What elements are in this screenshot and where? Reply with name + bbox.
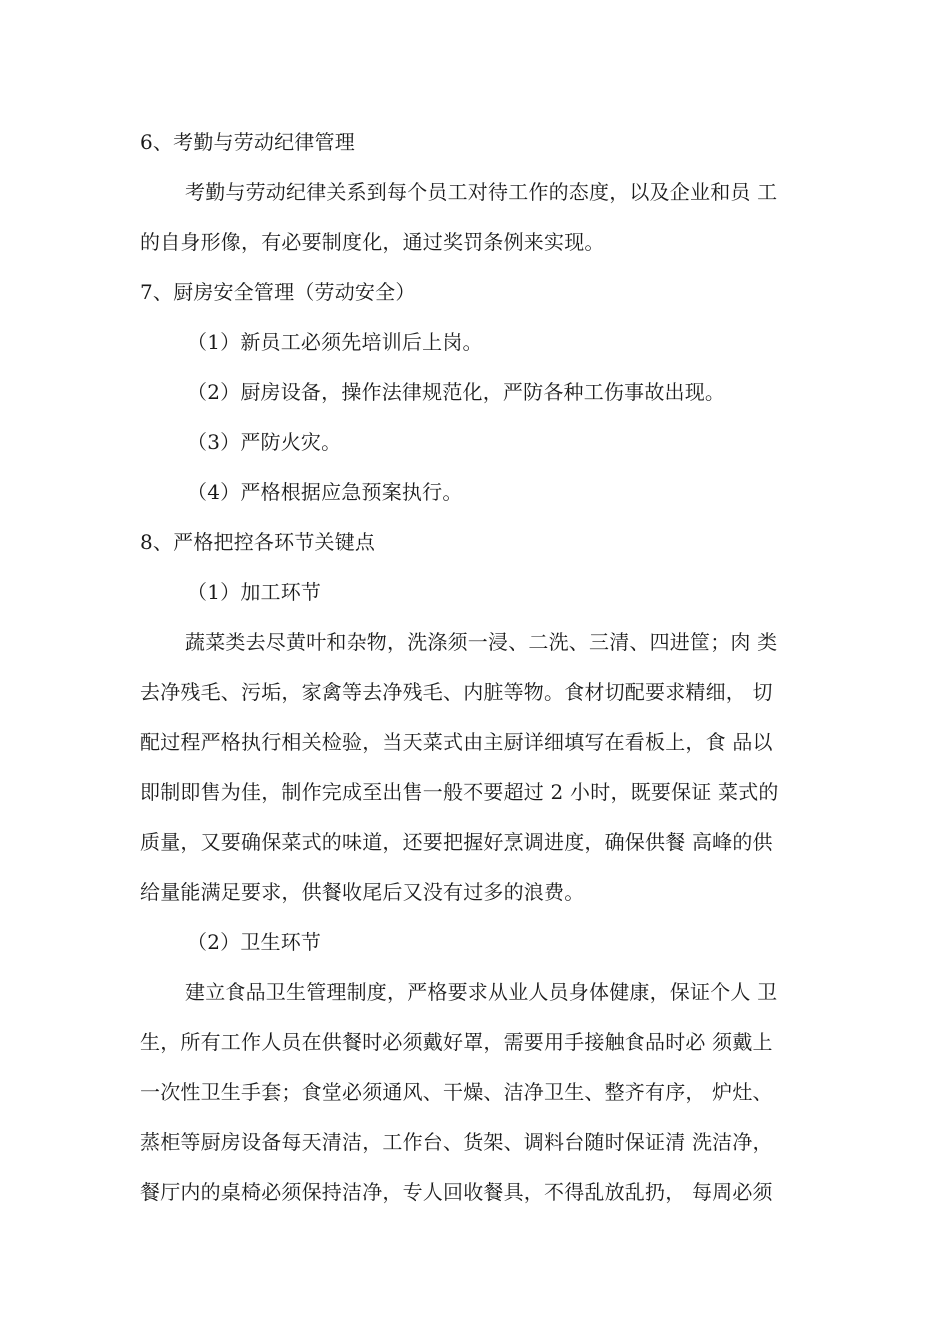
list-item: （4）严格根据应急预案执行。 xyxy=(187,480,463,504)
paragraph-line: 建立食品卫生管理制度，严格要求从业人员身体健康，保证个人 卫 xyxy=(185,980,778,1004)
section-heading-8: 8、严格把控各环节关键点 xyxy=(140,530,376,554)
list-item: （2）厨房设备，操作法律规范化，严防各种工伤事故出现。 xyxy=(187,380,726,404)
section-heading-6: 6、考勤与劳动纪律管理 xyxy=(140,130,355,154)
subheading: （2）卫生环节 xyxy=(187,930,322,954)
paragraph-line: 给量能满足要求，供餐收尾后又没有过多的浪费。 xyxy=(140,880,585,904)
paragraph-line: 的自身形像，有必要制度化，通过奖罚条例来实现。 xyxy=(140,230,605,254)
paragraph-line: 生，所有工作人员在供餐时必须戴好罩，需要用手接触食品时必 须戴上 xyxy=(140,1030,773,1054)
list-item: （3）严防火灾。 xyxy=(187,430,342,454)
paragraph-line: 配过程严格执行相关检验，当天菜式由主厨详细填写在看板上，食 品以 xyxy=(140,730,773,754)
section-heading-7: 7、厨房安全管理（劳动安全） xyxy=(140,280,416,304)
paragraph-line: 去净残毛、污垢，家禽等去净残毛、内脏等物。食材切配要求精细， 切 xyxy=(140,680,773,704)
paragraph-line: 蒸柜等厨房设备每天清洁，工作台、货架、调料台随时保证清 洗洁净， xyxy=(140,1130,773,1154)
paragraph-line: 蔬菜类去尽黄叶和杂物，洗涤须一浸、二洗、三清、四进筐；肉 类 xyxy=(185,630,778,654)
subheading: （1）加工环节 xyxy=(187,580,322,604)
list-item: （1）新员工必须先培训后上岗。 xyxy=(187,330,483,354)
paragraph-line: 餐厅内的桌椅必须保持洁净，专人回收餐具，不得乱放乱扔， 每周必须 xyxy=(140,1180,773,1204)
paragraph-line: 一次性卫生手套；食堂必须通风、干燥、洁净卫生、整齐有序， 炉灶、 xyxy=(140,1080,773,1104)
paragraph-line: 质量，又要确保菜式的味道，还要把握好烹调进度，确保供餐 高峰的供 xyxy=(140,830,773,854)
paragraph-line: 即制即售为佳，制作完成至出售一般不要超过 2 小时，既要保证 菜式的 xyxy=(140,780,779,804)
paragraph-line: 考勤与劳动纪律关系到每个员工对待工作的态度，以及企业和员 工 xyxy=(185,180,778,204)
